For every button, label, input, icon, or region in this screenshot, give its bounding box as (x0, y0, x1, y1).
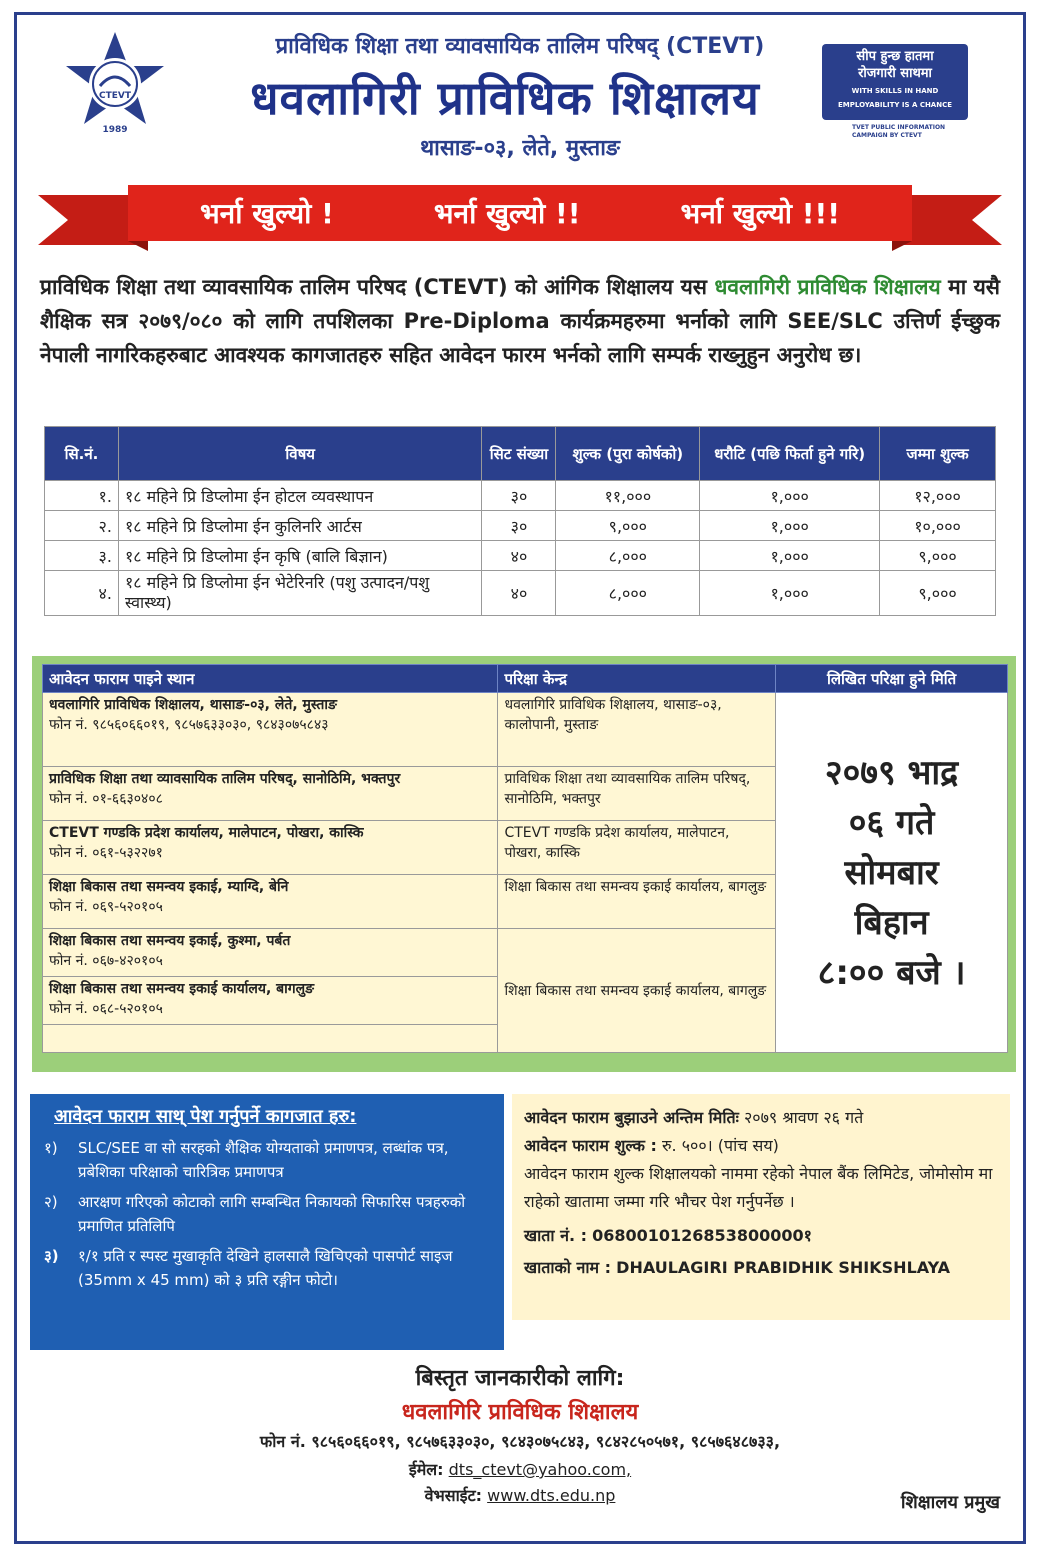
email-link[interactable]: dts_ctevt@yahoo.com, (448, 1460, 632, 1479)
location-name: प्राविधिक शिक्षा तथा व्यावसायिक तालिम परिषद्, सानोठिमि, भक्तपुर (49, 771, 401, 787)
table-row (45, 541, 996, 571)
location-cell (43, 929, 498, 977)
logo-year: 1989 (102, 125, 128, 135)
doc-text: SLC/SEE वा सो सरहको शैक्षिक योग्यताको प्रमाणपत्र, लब्धांक पत्र, प्रबेशिका परिक्षाको चारित्रिक प्रमाणपत्र (78, 1139, 449, 1181)
badge-footer-2: CAMPAIGN BY CTEVT (852, 132, 922, 139)
col-deposit: धरौटि (पछि फिर्ता हुने गरि) (700, 427, 880, 481)
logo-text: CTEVT (99, 91, 131, 101)
location-cell (43, 767, 498, 821)
cell-deposit: १,००० (700, 511, 880, 541)
account-label: खाता नं. : (524, 1226, 587, 1245)
cell-deposit: १,००० (700, 541, 880, 571)
cell-seats: ३० (482, 481, 556, 511)
list-item (44, 1244, 490, 1292)
intro-part-2: मा यसै शैक्षिक सत्र २०७९/०८० को लागि तपशिलका Pre-Diploma कार्यक्रमहरुमा भर्नाको लागि SEE/SLC उत्तिर्ण ईच्छुक नेपाली नागरिकहरुबाट आवश्यक कागजातहरु सहित आवेदन फारम भर्नको लागि सम्पर्क राख्नुहुन अनुरोध छ। (40, 275, 1001, 367)
col-subject: विषय (118, 427, 482, 481)
location-cell (43, 693, 498, 767)
cell-total: ९,००० (880, 541, 996, 571)
table-row (43, 693, 1008, 767)
account-line (524, 1222, 998, 1250)
table-row (45, 571, 996, 616)
cell-seats: ४० (482, 541, 556, 571)
col-fee: शुल्क (पुरा कोर्षको) (556, 427, 700, 481)
location-phone: फोन नं. ९८५६०६६०१९, ९८५७६३३०३०, ९८४३०७५८४३ (49, 717, 329, 733)
cell-seats: ३० (482, 511, 556, 541)
doc-number: ३) (44, 1247, 59, 1265)
exam-date-line: बिहान (854, 902, 929, 943)
empty-cell (43, 1025, 498, 1053)
school-title: धवलागिरी प्राविधिक शिक्षालय (250, 71, 760, 125)
location-name: धवलागिरि प्राविधिक शिक्षालय, थासाङ-०३, लेते, मुस्ताङ (49, 697, 337, 713)
cell-fee: ११,००० (556, 481, 700, 511)
fees-table (44, 426, 996, 616)
account-name-label: खाताको नाम : (524, 1258, 612, 1277)
location-phone: फोन नं. ०६१-५३२२७१ (49, 845, 163, 861)
cell-serial: ३. (45, 541, 119, 571)
location-phone: फोन नं. ०६७-४२०१०५ (49, 953, 163, 969)
account-name-value: DHAULAGIRI PRABIDHIK SHIKSHLAYA (616, 1258, 951, 1277)
doc-text: आरक्षण गरिएको कोटाको लागि सम्बन्धित निकायको सिफारिस पत्रहरुको प्रमाणित प्रतिलिपि (78, 1193, 466, 1235)
col-total: जम्मा शुल्क (880, 427, 996, 481)
col-form-location: आवेदन फाराम पाइने स्थान (43, 665, 498, 693)
center-cell: प्राविधिक शिक्षा तथा व्यावसायिक तालिम परिषद्, सानोठिमि, भक्तपुर (498, 767, 776, 821)
contact-phone: फोन नं. ९८५६०६६०१९, ९८५७६३३०३०, ९८४३०७५८४३, ९८४२८५०५७१, ९८५७६४८७३३, (259, 1432, 781, 1451)
exam-date-line: २०७९ भाद्र (824, 752, 959, 793)
ribbon-item: भर्ना खुल्यो ! (199, 197, 334, 230)
location-phone: फोन नं. ०६९-५२०१०५ (49, 899, 163, 915)
ribbon-item: भर्ना खुल्यो !! (433, 197, 581, 230)
ribbon-item: भर्ना खुल्यो !!! (680, 197, 841, 230)
fee-label: आवेदन फाराम शुल्क : (524, 1136, 657, 1155)
intro-paragraph (40, 270, 1000, 372)
exam-date-line: सोमबार (844, 852, 939, 893)
badge-line-3: WITH SKILLS IN HAND (851, 87, 939, 95)
location-cell (43, 875, 498, 929)
exam-date-line: ८:०० बजे । (817, 952, 966, 993)
badge-line-4: EMPLOYABILITY IS A CHANCE (837, 101, 953, 109)
deadline-label: आवेदन फाराम बुझाउने अन्तिम मितिः (524, 1108, 739, 1127)
center-cell: शिक्षा बिकास तथा समन्वय इकाई कार्यालय, बागलुङ (498, 929, 776, 1053)
cell-total: १२,००० (880, 481, 996, 511)
location-phone: फोन नं. ०६८-५२०१०५ (49, 1001, 163, 1017)
intro-part-1: प्राविधिक शिक्षा तथा व्यावसायिक तालिम परिषद (CTEVT) को आंगिक शिक्षालय यस (40, 275, 707, 299)
badge-footer-1: TVET PUBLIC INFORMATION (852, 124, 946, 131)
col-exam-date: लिखित परिक्षा हुने मिति (776, 665, 1008, 693)
cell-fee: ८,००० (556, 571, 700, 616)
col-seats: सिट संख्या (482, 427, 556, 481)
cell-serial: ४. (45, 571, 119, 616)
center-cell: CTEVT गण्डकि प्रदेश कार्यालय, मालेपाटन, पोखरा, कास्कि (498, 821, 776, 875)
cell-fee: ९,००० (556, 511, 700, 541)
cell-serial: १. (45, 481, 119, 511)
deadline-value: २०७९ श्रावण २६ गते (743, 1108, 864, 1127)
doc-number: २) (44, 1193, 58, 1211)
col-exam-center: परिक्षा केन्द्र (498, 665, 776, 693)
skills-badge (822, 44, 968, 152)
location-cell (43, 977, 498, 1025)
website-link[interactable]: www.dts.edu.np (487, 1486, 616, 1505)
cell-subject: १८ महिने प्रि डिप्लोमा ईन भेटेरिनरि (पशु उत्पादन/पशु स्वास्थ्य) (118, 571, 482, 616)
payment-note: आवेदन फाराम शुल्क शिक्षालयको नाममा रहेको नेपाल बैंक लिमिटेड, जोमोसोम मा राहेको खातामा जम्मा गरि भौचर पेश गर्नुपर्नेछ । (524, 1164, 993, 1211)
cell-seats: ४० (482, 571, 556, 616)
documents-title: आवेदन फाराम साथ् पेश गर्नुपर्ने कागजात हरु: (54, 1106, 357, 1127)
contact-heading: बिस्तृत जानकारीको लागि: (415, 1366, 625, 1391)
contact-school-name: धवलागिरि प्राविधिक शिक्षालय (401, 1400, 639, 1425)
intro-highlight: धवलागिरी प्राविधिक शिक्षालय (714, 275, 941, 299)
center-cell: शिक्षा बिकास तथा समन्वय इकाई कार्यालय, बागलुङ (498, 875, 776, 929)
deadline-line (524, 1104, 998, 1132)
council-subtitle: प्राविधिक शिक्षा तथा व्यावसायिक तालिम परिषद् (CTEVT) (275, 34, 765, 59)
cell-subject: १८ महिने प्रि डिप्लोमा ईन होटल व्यवस्थापन (118, 481, 482, 511)
cell-deposit: १,००० (700, 481, 880, 511)
ribbon-text (150, 188, 890, 238)
documents-box (30, 1094, 504, 1350)
account-name-line (524, 1254, 998, 1282)
cell-serial: २. (45, 511, 119, 541)
col-serial: सि.नं. (45, 427, 119, 481)
location-name: शिक्षा बिकास तथा समन्वय इकाई, म्याग्दि, बेनि (49, 879, 289, 895)
location-name: CTEVT गण्डकि प्रदेश कार्यालय, मालेपाटन, पोखरा, कास्कि (49, 825, 364, 841)
application-header-row (43, 665, 1008, 693)
table-row (45, 481, 996, 511)
list-item (44, 1136, 490, 1184)
fee-line (524, 1132, 998, 1160)
cell-total: ९,००० (880, 571, 996, 616)
email-label: ईमेल: (408, 1460, 444, 1479)
cell-total: १०,००० (880, 511, 996, 541)
account-number: 0680010126853800000१ (592, 1226, 812, 1245)
cell-subject: १८ महिने प्रि डिप्लोमा ईन कुलिनरि आर्टस (118, 511, 482, 541)
exam-date-cell (776, 693, 1008, 1053)
doc-number: १) (44, 1139, 58, 1157)
exam-date-line: ०६ गते (848, 802, 935, 843)
table-row (45, 511, 996, 541)
cell-deposit: १,००० (700, 571, 880, 616)
school-address: थासाङ-०३, लेते, मुस्ताङ (420, 136, 620, 161)
web-label: वेभसाईट: (424, 1486, 483, 1505)
application-table (42, 664, 1008, 1053)
list-item (44, 1190, 490, 1238)
payment-box (512, 1094, 1010, 1320)
center-cell: धवलागिरि प्राविधिक शिक्षालय, थासाङ-०३, कालोपानी, मुस्ताङ (498, 693, 776, 767)
fee-value: रु. ५००। (पांच सय) (661, 1136, 779, 1155)
contact-email-line (0, 1458, 1040, 1480)
fees-header-row (45, 427, 996, 481)
location-phone: फोन नं. ०१-६६३०४०८ (49, 791, 163, 807)
location-name: शिक्षा बिकास तथा समन्वय इकाई कार्यालय, बागलुङ (49, 981, 315, 997)
cell-fee: ८,००० (556, 541, 700, 571)
doc-text: १/१ प्रति र स्पस्ट मुखाकृति देखिने हालसालै खिचिएको पासपोर्ट साइज (35mm x 45 mm) को ३ प्रति रङ्गीन फोटो। (78, 1247, 453, 1289)
badge-line-1: सीप हुन्छ हातमा (856, 49, 934, 64)
signature-title: शिक्षालय प्रमुख (900, 1492, 1000, 1513)
location-name: शिक्षा बिकास तथा समन्वय इकाई, कुश्मा, पर्बत (49, 933, 291, 949)
cell-subject: १८ महिने प्रि डिप्लोमा ईन कृषि (बालि बिज्ञान) (118, 541, 482, 571)
location-cell (43, 821, 498, 875)
badge-line-2: रोजगारी साथमा (858, 66, 932, 81)
